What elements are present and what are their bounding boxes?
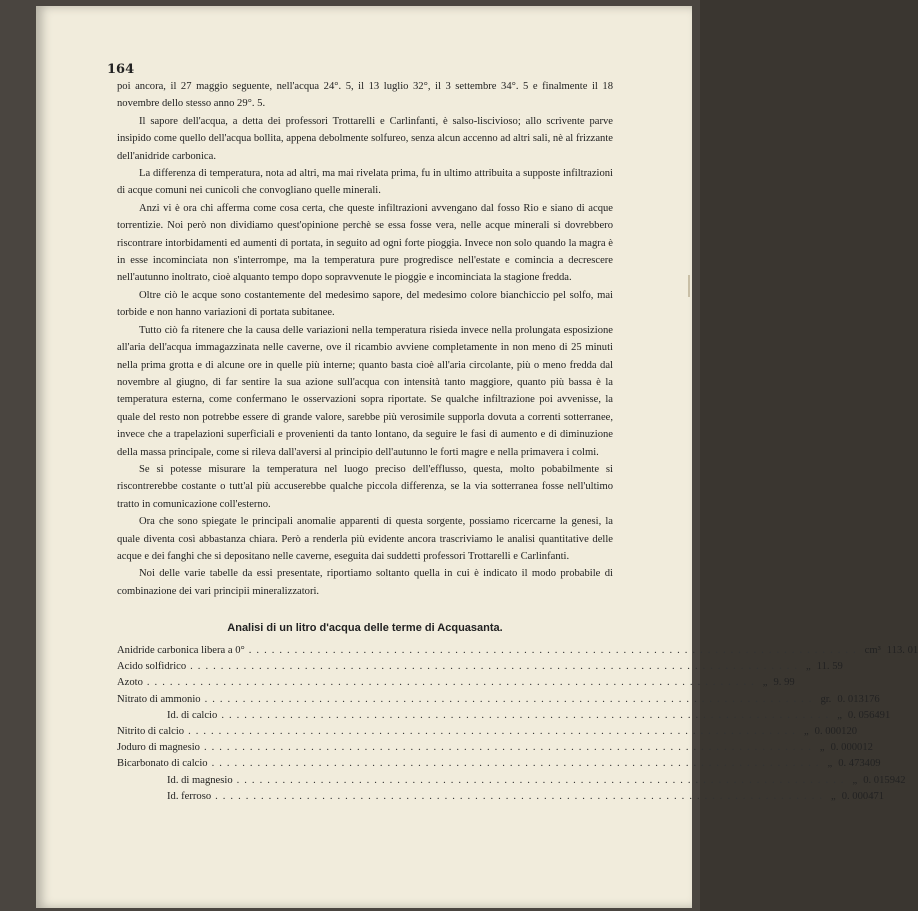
paragraph: Il sapore dell'acqua, a detta dei professori Trottarelli e Carlinfanti, è salso-liscivioso; allo scrivente parve insipido come quello dell'acqua bollita, appena debolmente solfureo, senza alcun accenno ad altri sali, nè al frizzante dell'anidride carbonica. bbox=[117, 115, 613, 162]
unit: gr. bbox=[820, 693, 832, 705]
component-name: Joduro di magnesio bbox=[117, 742, 200, 754]
component-name: Nitrato di ammonio bbox=[117, 693, 201, 705]
leader-dots: ................................................................................ bbox=[236, 774, 849, 786]
analysis-row bbox=[117, 774, 906, 791]
unit: „ bbox=[852, 774, 858, 786]
paragraph: Se si potesse misurare la temperatura nel luogo preciso dell'efflusso, questa, molto pobabilmente si riscontrerebbe costante o tutt'al più accuserebbe qualche piccola differenza, se la via sotterranea fosse nell'ultimo tratto in comunicazione coll'esterno. bbox=[117, 463, 613, 510]
leader-dots: ................................................................................ bbox=[215, 790, 827, 802]
analysis-row bbox=[117, 790, 885, 807]
analysis-row bbox=[117, 725, 858, 742]
leader-dots: ................................................................................ bbox=[190, 661, 803, 673]
paragraph: La differenza di temperatura, nota ad altri, ma mai rivelata prima, fu in ultimo attribuita a supposte infiltrazioni di acque comuni nei cunicoli che convogliano quelle minerali. bbox=[117, 168, 613, 197]
component-name: Anidride carbonica libera a 0° bbox=[117, 645, 245, 656]
paragraph: Tutto ciò fa ritenere che la causa delle variazioni nella temperatura risieda invece nella prolungata esposizione all'aria dell'acqua immagazzinata nelle caverne, ove il ricambio avviene completamente in non meno di 25 minuti nella prima grotta e di alcune ore in quelle più interne; quanto basta cioè all'aria circolante, più o meno fredda dal novembre al giugno, di far sentire la sua azione sull'acqua con intensità tanto maggiore, quanto più bassa è la temperatura esterna, come confermano le osservazioni sopra riportate. Se qualche infiltrazione poi avvenisse, la quale del resto non potrebbe essere di grande valore, sarebbe più verosimile supporla dovuta a correnti sotterranee, invece che a trapelazioni superficiali e provenienti da tanto lontano, da seguire le fasi di aumento e di diminuzione della massa principale, come si rileva dall'aversi al principio dell'autunno le forti magre e nella primavera i colmi. bbox=[117, 324, 613, 458]
value: 0. 013176 bbox=[837, 693, 880, 705]
analysis-row bbox=[117, 645, 918, 661]
page-edge-mark bbox=[688, 275, 690, 297]
unit: cm³ bbox=[864, 645, 881, 656]
component-name: Id. di calcio bbox=[167, 709, 218, 721]
table-title: Analisi di un litro d'acqua delle terme di Acquasanta. bbox=[227, 622, 503, 634]
value: 0. 015942 bbox=[863, 774, 906, 786]
unit: „ bbox=[831, 790, 836, 802]
analysis-row bbox=[117, 661, 843, 677]
unit: „ bbox=[819, 742, 825, 754]
component-name: Acido solfidrico bbox=[117, 661, 187, 673]
value: 0. 000120 bbox=[814, 725, 858, 737]
value: 113. 01 bbox=[886, 645, 918, 656]
value: 9. 99 bbox=[773, 677, 795, 689]
unit: „ bbox=[803, 725, 809, 737]
body-text bbox=[117, 78, 613, 600]
component-name: Bicarbonato di calcio bbox=[117, 758, 208, 770]
leader-dots: ................................................................................ bbox=[188, 725, 800, 737]
component-name: Nitrito di calcio bbox=[117, 725, 185, 737]
analysis-table bbox=[117, 645, 918, 807]
value: 0. 000471 bbox=[841, 790, 885, 802]
unit: „ bbox=[762, 677, 768, 689]
unit: „ bbox=[837, 709, 842, 721]
leader-dots: ................................................................................ bbox=[203, 742, 816, 754]
analysis-row bbox=[117, 742, 873, 758]
leader-dots: ................................................................................ bbox=[146, 677, 759, 689]
analysis-row bbox=[117, 758, 881, 774]
leader-dots: ................................................................................ bbox=[248, 645, 861, 656]
page-number: 164 bbox=[107, 62, 135, 77]
unit: „ bbox=[827, 758, 833, 770]
component-name: Azoto bbox=[117, 677, 143, 689]
component-name: Id. di magnesio bbox=[167, 774, 233, 786]
paragraph: Noi delle varie tabelle da essi presentate, riportiamo soltanto quella in cui è indicato il modo probabile di combinazione dei vari principii mineralizzatori. bbox=[117, 568, 613, 597]
value: 0. 056491 bbox=[847, 709, 891, 721]
analysis-row bbox=[117, 693, 880, 710]
component-name: Id. ferroso bbox=[167, 790, 212, 802]
analysis-row bbox=[117, 677, 795, 693]
value: 11. 59 bbox=[816, 661, 843, 673]
paragraph: Oltre ciò le acque sono costantemente del medesimo sapore, del medesimo colore bianchiccio pel solfo, mai torbide e non hanno variazioni di portata subitanee. bbox=[117, 289, 613, 319]
unit: „ bbox=[806, 661, 811, 673]
value: 0. 473409 bbox=[838, 758, 881, 770]
leader-dots: ................................................................................ bbox=[204, 693, 817, 705]
paragraph: Anzi vi è ora chi afferma come cosa certa, che queste infiltrazioni avvengano dal fosso Rio e siano di acque torrentizie. Noi però non dividiamo quest'opinione perchè se essa fosse vera, nelle acque minerali si dovrebbero riscontrare intorbidamenti ed aumenti di portata, in seguito ad ogni forte pioggia. Invece non solo quando la magra è in esse incominciata non s'interrompe, ma la temperatura pure progredisce nell'estate e comincia a decrescere nell'autunno inoltrato, cioè alquanto tempo dopo sopravvenute le pioggie e incominciata la stagione fredda. bbox=[117, 202, 613, 284]
paragraph: poi ancora, il 27 maggio seguente, nell'acqua 24°. 5, il 13 luglio 32°, il 3 settembre 34°. 5 e finalmente il 18 novembre dello stesso anno 29°. 5. bbox=[117, 81, 613, 110]
paragraph: Ora che sono spiegate le principali anomalie apparenti di questa sorgente, possiamo ricercarne la genesi, la quale diventa così abbastanza chiara. Però a renderla più evidente ancora trascriviamo le analisi quantitative delle acque e dei fanghi che si depositano nelle caverne, eseguita dai suddetti professori Trottarelli e Carlinfanti. bbox=[117, 516, 613, 562]
leader-dots: ................................................................................ bbox=[221, 709, 834, 721]
value: 0. 000012 bbox=[830, 742, 873, 754]
leader-dots: ................................................................................ bbox=[211, 758, 824, 770]
analysis-row bbox=[117, 709, 891, 726]
